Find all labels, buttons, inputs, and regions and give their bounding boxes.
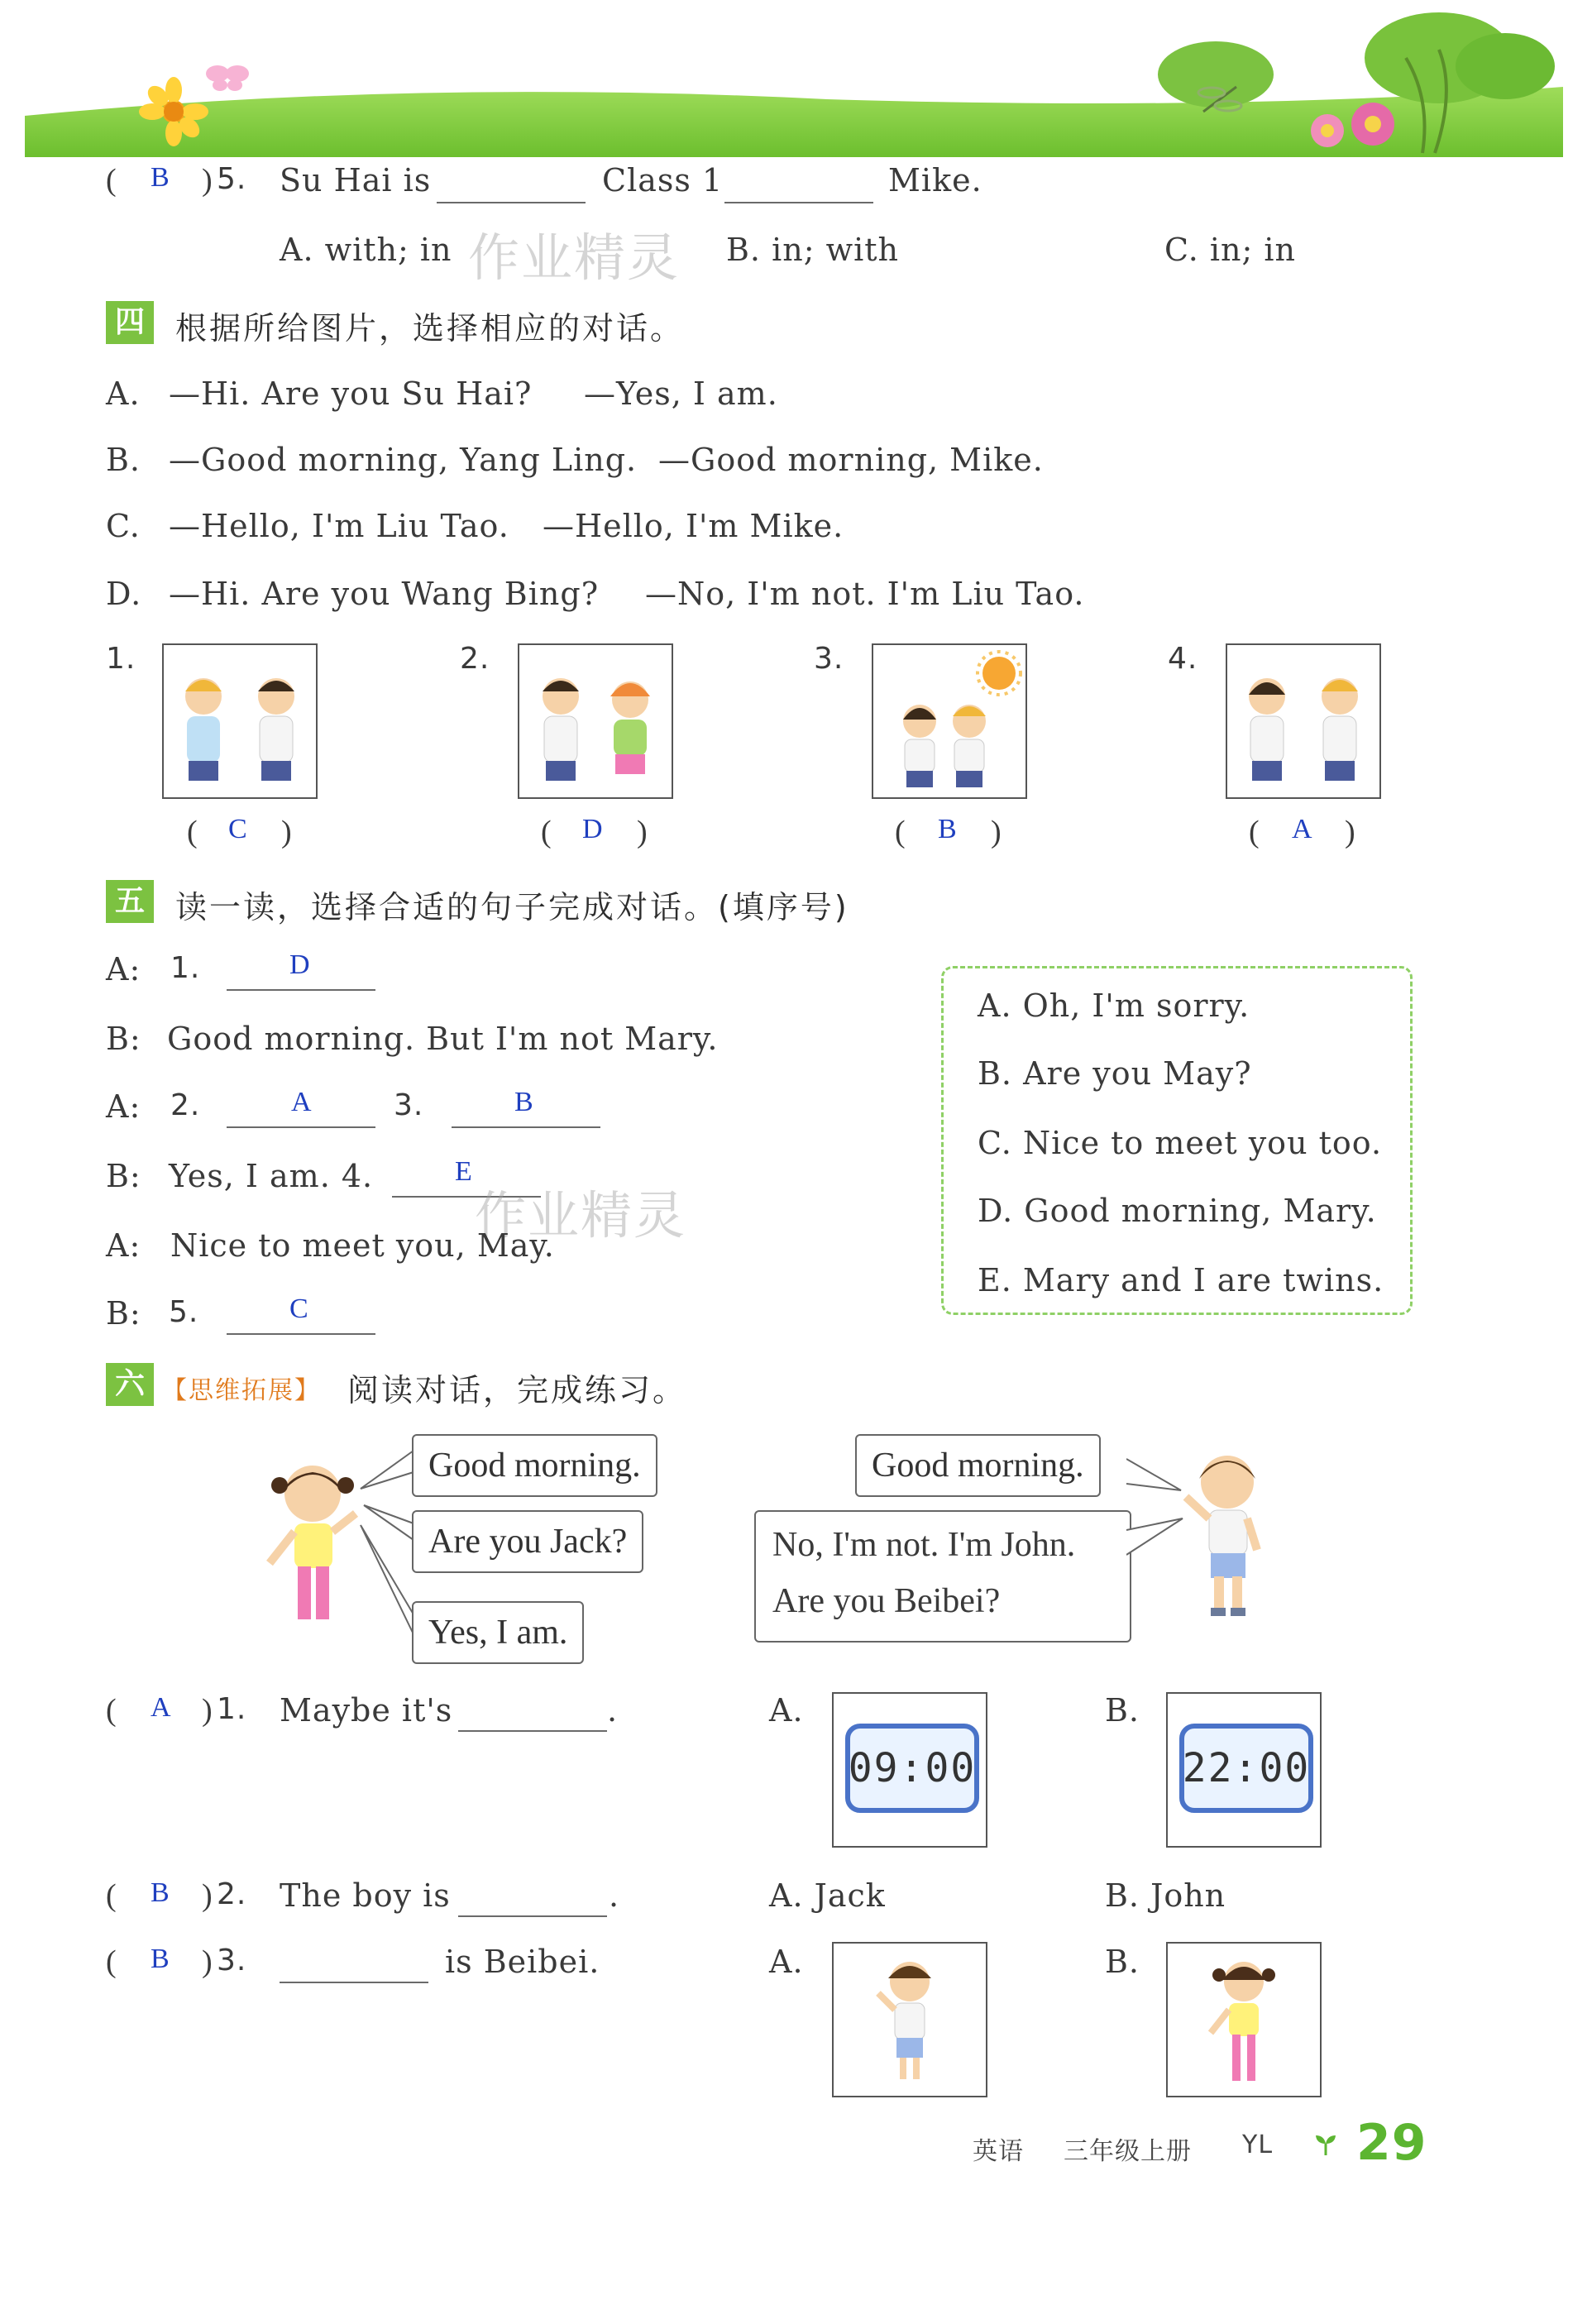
s6-q1-stem: Maybe it's — [280, 1692, 453, 1729]
q5-blank-2[interactable] — [724, 202, 873, 203]
s5-line1-speaker: A: — [106, 951, 141, 987]
section-5-title: 读一读，选择合适的句子完成对话。(填序号) — [175, 889, 849, 925]
s5-option-b: B. Are you May? — [978, 1055, 1252, 1092]
girl-bubble-3: Yes, I am. — [412, 1601, 584, 1664]
s5-line6-speaker: B: — [106, 1295, 141, 1332]
s6-q1-paren: ( — [106, 1693, 117, 1728]
footer-edition: YL — [1242, 2130, 1274, 2159]
s5-line3-num: 2. — [170, 1088, 201, 1122]
picture-3-paren-close: ) — [991, 815, 1002, 849]
section-5-badge: 五 — [106, 880, 154, 923]
picture-4-number: 4. — [1168, 642, 1198, 676]
s6-q2-answer: B — [151, 1877, 170, 1908]
s6-q1-blank[interactable] — [458, 1730, 607, 1732]
picture-2-paren-close: ) — [637, 815, 648, 849]
s5-line1-num: 1. — [170, 951, 201, 985]
clock-a-display: 09:00 — [845, 1724, 979, 1813]
dialog-b-label: B. — [106, 442, 141, 478]
q5-stem-b: Class 1 — [602, 162, 724, 198]
s6-q2-num: 2. — [217, 1877, 247, 1911]
dialog-d-line2: —No, I'm not. I'm Liu Tao. — [645, 576, 1085, 612]
s6-q3-stem: is Beibei. — [445, 1944, 600, 1980]
boy-illustration — [1174, 1446, 1282, 1628]
picture-3-answer: B — [938, 814, 958, 844]
dialog-c-line2: —Hello, I'm Mike. — [543, 508, 844, 544]
section-4-badge: 四 — [106, 301, 154, 344]
girl-bubble-2: Are you Jack? — [412, 1510, 643, 1573]
s5-option-e: E. Mary and I are twins. — [978, 1262, 1384, 1298]
clock-b-display: 22:00 — [1179, 1724, 1313, 1813]
picture-1-two-boys — [162, 643, 318, 799]
leaf-icon — [1313, 2132, 1338, 2157]
section-6-title: 阅读对话，完成练习。 — [347, 1372, 687, 1408]
s5-answer-1: D — [289, 949, 311, 980]
q5-number: 5. — [217, 162, 247, 196]
s6-q2-stem: The boy is — [280, 1877, 451, 1914]
picture-1-paren-close: ) — [281, 815, 293, 849]
picture-2-number: 2. — [460, 642, 490, 676]
footer-grade: 三年级上册 — [1064, 2137, 1192, 2166]
s6-q3-num: 3. — [217, 1944, 247, 1977]
q5-paren-close: ) — [202, 163, 213, 198]
s6-q3-blank[interactable] — [280, 1982, 428, 1983]
boy-bubble-3: Are you Beibei? — [772, 1582, 1001, 1620]
picture-1-number: 1. — [106, 642, 136, 676]
s5-blank-3[interactable] — [452, 1126, 600, 1128]
dialog-c-line1: —Hello, I'm Liu Tao. — [169, 508, 509, 544]
watermark: 作业精灵 — [468, 227, 681, 288]
dialog-d-line1: —Hi. Are you Wang Bing? — [169, 576, 600, 612]
header-banner — [0, 0, 1592, 165]
s5-line4-speaker: B: — [106, 1158, 141, 1194]
s5-line3-num2: 3. — [394, 1088, 424, 1122]
section-6-badge: 六 — [106, 1363, 154, 1406]
girl-option-picture — [1166, 1942, 1322, 2097]
s6-q2-blank[interactable] — [458, 1915, 607, 1917]
s6-q3-paren: ( — [106, 1944, 117, 1979]
s6-q2-paren: ( — [106, 1878, 117, 1913]
s5-line6-num: 5. — [169, 1295, 199, 1329]
dialog-a-line1: —Hi. Are you Su Hai? — [169, 375, 533, 412]
s6-q1-end: . — [607, 1692, 619, 1729]
s6-q2-paren-close: ) — [202, 1878, 213, 1913]
picture-3-number: 3. — [814, 642, 844, 676]
s5-line4-text: Yes, I am. 4. — [169, 1158, 374, 1194]
page-number: 29 — [1356, 2114, 1427, 2172]
girl-illustration — [256, 1456, 372, 1638]
s6-q2-end: . — [609, 1877, 620, 1914]
dialog-c-label: C. — [106, 508, 141, 544]
picture-4-paren-close: ) — [1345, 815, 1356, 849]
picture-4-girl-boy — [1226, 643, 1381, 799]
girl-bubble-1: Good morning. — [412, 1434, 657, 1497]
q5-option-a: A. with; in — [280, 232, 452, 268]
picture-4-answer: A — [1292, 814, 1313, 844]
section-4-title: 根据所给图片，选择相应的对话。 — [175, 310, 685, 347]
q5-paren-open: ( — [106, 163, 117, 198]
s5-answer-3: B — [514, 1087, 534, 1117]
s5-blank-1[interactable] — [227, 989, 375, 991]
s5-blank-5[interactable] — [227, 1333, 375, 1335]
s6-q1-answer: A — [151, 1692, 172, 1723]
s6-q1-opt-b: B. — [1105, 1692, 1140, 1729]
s6-q3-opt-b: B. — [1105, 1944, 1140, 1980]
s6-q1-num: 1. — [217, 1692, 247, 1726]
q5-stem-c: Mike. — [888, 162, 982, 198]
picture-1-paren: ( — [187, 815, 198, 849]
s5-option-d: D. Good morning, Mary. — [978, 1193, 1377, 1229]
picture-1-answer: C — [228, 814, 248, 844]
s5-line5-speaker: A: — [106, 1227, 141, 1264]
s6-q1-paren-close: ) — [202, 1693, 213, 1728]
picture-4-paren: ( — [1249, 815, 1260, 849]
picture-3-paren: ( — [895, 815, 906, 849]
q5-stem-a: Su Hai is — [280, 162, 432, 198]
footer-subject: 英语 — [973, 2137, 1024, 2166]
dialog-d-label: D. — [106, 576, 142, 612]
s5-line2-speaker: B: — [106, 1021, 141, 1057]
picture-2-paren: ( — [541, 815, 552, 849]
s5-line5-text: Nice to meet you, May. — [170, 1227, 555, 1264]
s6-q2-opt-a: A. Jack — [769, 1877, 886, 1914]
dialog-a-line2: —Yes, I am. — [584, 375, 778, 412]
picture-3-girl-boy-sun — [872, 643, 1027, 799]
s5-option-a: A. Oh, I'm sorry. — [978, 987, 1250, 1024]
q5-option-b: B. in; with — [726, 232, 900, 268]
s5-line2-text: Good morning. But I'm not Mary. — [167, 1021, 719, 1057]
picture-2-answer: D — [582, 814, 604, 844]
q5-answer: B — [151, 162, 170, 193]
s6-q2-opt-b: B. John — [1105, 1877, 1226, 1914]
s5-option-c: C. Nice to meet you too. — [978, 1125, 1383, 1161]
boy-option-picture — [832, 1942, 987, 2097]
dialog-b-line2: —Good morning, Mike. — [658, 442, 1044, 478]
picture-2-boy-girl — [518, 643, 673, 799]
s5-answer-5: C — [289, 1294, 309, 1324]
clock-a-picture — [832, 1692, 987, 1848]
q5-option-c: C. in; in — [1164, 232, 1297, 268]
s6-q1-opt-a: A. — [769, 1692, 804, 1729]
s5-answer-4: E — [455, 1156, 473, 1187]
clock-b-picture — [1166, 1692, 1322, 1848]
s6-q3-answer: B — [151, 1944, 170, 1974]
s6-q3-opt-a: A. — [769, 1944, 804, 1980]
s5-blank-2[interactable] — [227, 1126, 375, 1128]
watermark-2: 作业精灵 — [475, 1185, 687, 1246]
s6-q3-paren-close: ) — [202, 1944, 213, 1979]
s5-answer-2: A — [291, 1087, 313, 1117]
section-6-tag: 【思维拓展】 — [162, 1376, 321, 1405]
s5-line3-speaker: A: — [106, 1088, 141, 1125]
dialog-b-line1: —Good morning, Yang Ling. — [169, 442, 638, 478]
boy-bubble-1: Good morning. — [855, 1434, 1101, 1497]
dialog-a-label: A. — [106, 375, 141, 412]
boy-bubble-2: No, I'm not. I'm John. — [772, 1526, 1076, 1564]
q5-blank-1[interactable] — [437, 202, 586, 203]
